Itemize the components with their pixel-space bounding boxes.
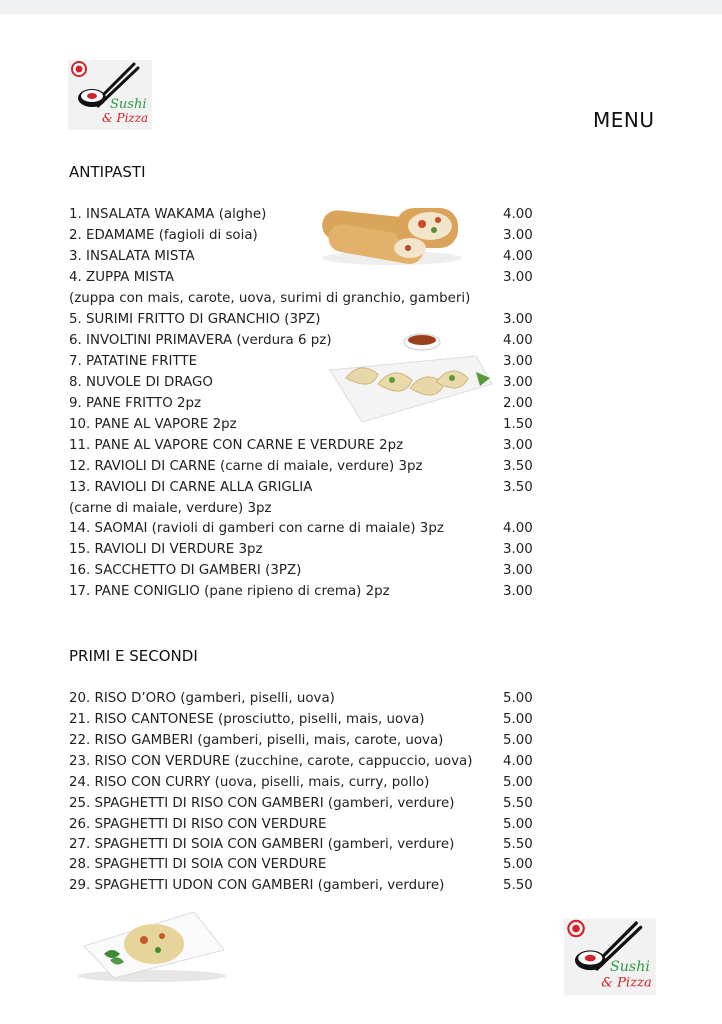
- item-price: 4.00: [503, 333, 533, 348]
- item-price: 5.00: [503, 817, 533, 832]
- menu-item: [69, 814, 539, 835]
- top-bar: [0, 0, 722, 14]
- menu-item: [69, 875, 539, 896]
- menu-item: [69, 225, 539, 246]
- item-name: 15. RAVIOLI DI VERDURE 3pz: [69, 542, 263, 557]
- item-price: 5.50: [503, 796, 533, 811]
- item-price: 1.50: [503, 417, 533, 432]
- item-name: 6. INVOLTINI PRIMAVERA (verdura 6 pz): [69, 333, 332, 348]
- item-description: (carne di maiale, verdure) 3pz: [69, 501, 272, 516]
- brand-logo-top: [68, 60, 152, 130]
- item-name: 1. INSALATA WAKAMA (alghe): [69, 207, 267, 222]
- item-name: 21. RISO CANTONESE (prosciutto, piselli, mais, uova): [69, 712, 425, 727]
- menu-item: [69, 688, 539, 709]
- item-name: 17. PANE CONIGLIO (pane ripieno di crema) 2pz: [69, 584, 390, 599]
- menu-item-note: [69, 498, 539, 519]
- item-name: 20. RISO D’ORO (gamberi, piselli, uova): [69, 691, 335, 706]
- item-price: 5.00: [503, 775, 533, 790]
- menu-item: [69, 581, 539, 602]
- menu-item: [69, 267, 539, 288]
- item-price: 4.00: [503, 521, 533, 536]
- rice-plate-icon: [74, 906, 230, 982]
- item-price: 4.00: [503, 754, 533, 769]
- item-price: 3.00: [503, 375, 533, 390]
- item-name: 26. SPAGHETTI DI RISO CON VERDURE: [69, 817, 327, 832]
- item-name: 10. PANE AL VAPORE 2pz: [69, 417, 237, 432]
- item-price: 3.50: [503, 480, 533, 495]
- item-price: 3.00: [503, 228, 533, 243]
- item-name: 14. SAOMAI (ravioli di gamberi con carne di maiale) 3pz: [69, 521, 444, 536]
- item-price: 5.00: [503, 857, 533, 872]
- item-name: 4. ZUPPA MISTA: [69, 270, 175, 285]
- item-price: 5.50: [503, 878, 533, 893]
- menu-item: [69, 518, 539, 539]
- menu-item: [69, 414, 539, 435]
- item-price: 5.00: [503, 691, 533, 706]
- item-name: 13. RAVIOLI DI CARNE ALLA GRIGLIA: [69, 480, 313, 495]
- item-description: (zuppa con mais, carote, uova, surimi di granchio, gamberi): [69, 291, 471, 306]
- item-price: 2.00: [503, 396, 533, 411]
- svg-text:& Pizza: & Pizza: [102, 111, 149, 125]
- menu-item: [69, 539, 539, 560]
- menu-item: [69, 393, 539, 414]
- item-name: 23. RISO CON VERDURE (zucchine, carote, cappuccio, uova): [69, 754, 473, 769]
- menu-item: [69, 854, 539, 875]
- item-price: 5.00: [503, 733, 533, 748]
- menu-item: [69, 730, 539, 751]
- menu-title: MENU: [593, 108, 655, 132]
- item-name: 3. INSALATA MISTA: [69, 249, 195, 264]
- menu-item-note: [69, 288, 539, 309]
- menu-item: [69, 372, 539, 393]
- item-name: 24. RISO CON CURRY (uova, piselli, mais, curry, pollo): [69, 775, 430, 790]
- item-price: 3.00: [503, 563, 533, 578]
- menu-item: [69, 834, 539, 855]
- item-name: 9. PANE FRITTO 2pz: [69, 396, 202, 411]
- item-price: 3.00: [503, 438, 533, 453]
- item-price: 4.00: [503, 207, 533, 222]
- menu-item: [69, 246, 539, 267]
- brand-logo-bottom: [564, 918, 656, 996]
- item-price: 3.00: [503, 542, 533, 557]
- menu-item: [69, 204, 539, 225]
- item-price: 3.00: [503, 584, 533, 599]
- item-name: 22. RISO GAMBERI (gamberi, piselli, mais, carote, uova): [69, 733, 444, 748]
- menu-item: [69, 793, 539, 814]
- item-price: 3.00: [503, 354, 533, 369]
- item-price: 4.00: [503, 249, 533, 264]
- menu-item: [69, 435, 539, 456]
- menu-item: [69, 456, 539, 477]
- svg-text:Sushi: Sushi: [110, 97, 147, 112]
- svg-text:& Pizza: & Pizza: [601, 975, 652, 991]
- menu-item: [69, 751, 539, 772]
- item-name: 12. RAVIOLI DI CARNE (carne di maiale, verdure) 3pz: [69, 459, 423, 474]
- item-name: 11. PANE AL VAPORE CON CARNE E VERDURE 2pz: [69, 438, 404, 453]
- menu-item: [69, 709, 539, 730]
- item-name: 8. NUVOLE DI DRAGO: [69, 375, 213, 390]
- menu-item: [69, 560, 539, 581]
- item-price: 3.00: [503, 270, 533, 285]
- svg-text:Sushi: Sushi: [610, 959, 650, 976]
- item-name: 2. EDAMAME (fagioli di soia): [69, 228, 258, 243]
- item-price: 5.50: [503, 837, 533, 852]
- rice-plate-image: [74, 906, 230, 982]
- item-name: 29. SPAGHETTI UDON CON GAMBERI (gamberi, verdure): [69, 878, 445, 893]
- item-name: 28. SPAGHETTI DI SOIA CON VERDURE: [69, 857, 327, 872]
- menu-item: [69, 772, 539, 793]
- section-title-primi-e-secondi: PRIMI E SECONDI: [69, 647, 198, 665]
- item-name: 27. SPAGHETTI DI SOIA CON GAMBERI (gamberi, verdure): [69, 837, 455, 852]
- item-price: 5.00: [503, 712, 533, 727]
- item-name: 16. SACCHETTO DI GAMBERI (3PZ): [69, 563, 302, 578]
- item-name: 7. PATATINE FRITTE: [69, 354, 198, 369]
- sushi-logo-icon: [564, 918, 656, 996]
- section-title-antipasti: ANTIPASTI: [69, 163, 146, 181]
- sushi-logo-icon: [68, 60, 152, 130]
- menu-item: [69, 477, 539, 498]
- menu-item: [69, 330, 539, 351]
- item-price: 3.50: [503, 459, 533, 474]
- item-price: 3.00: [503, 312, 533, 327]
- menu-item: [69, 309, 539, 330]
- item-name: 5. SURIMI FRITTO DI GRANCHIO (3PZ): [69, 312, 321, 327]
- menu-item: [69, 351, 539, 372]
- item-name: 25. SPAGHETTI DI RISO CON GAMBERI (gamberi, verdure): [69, 796, 455, 811]
